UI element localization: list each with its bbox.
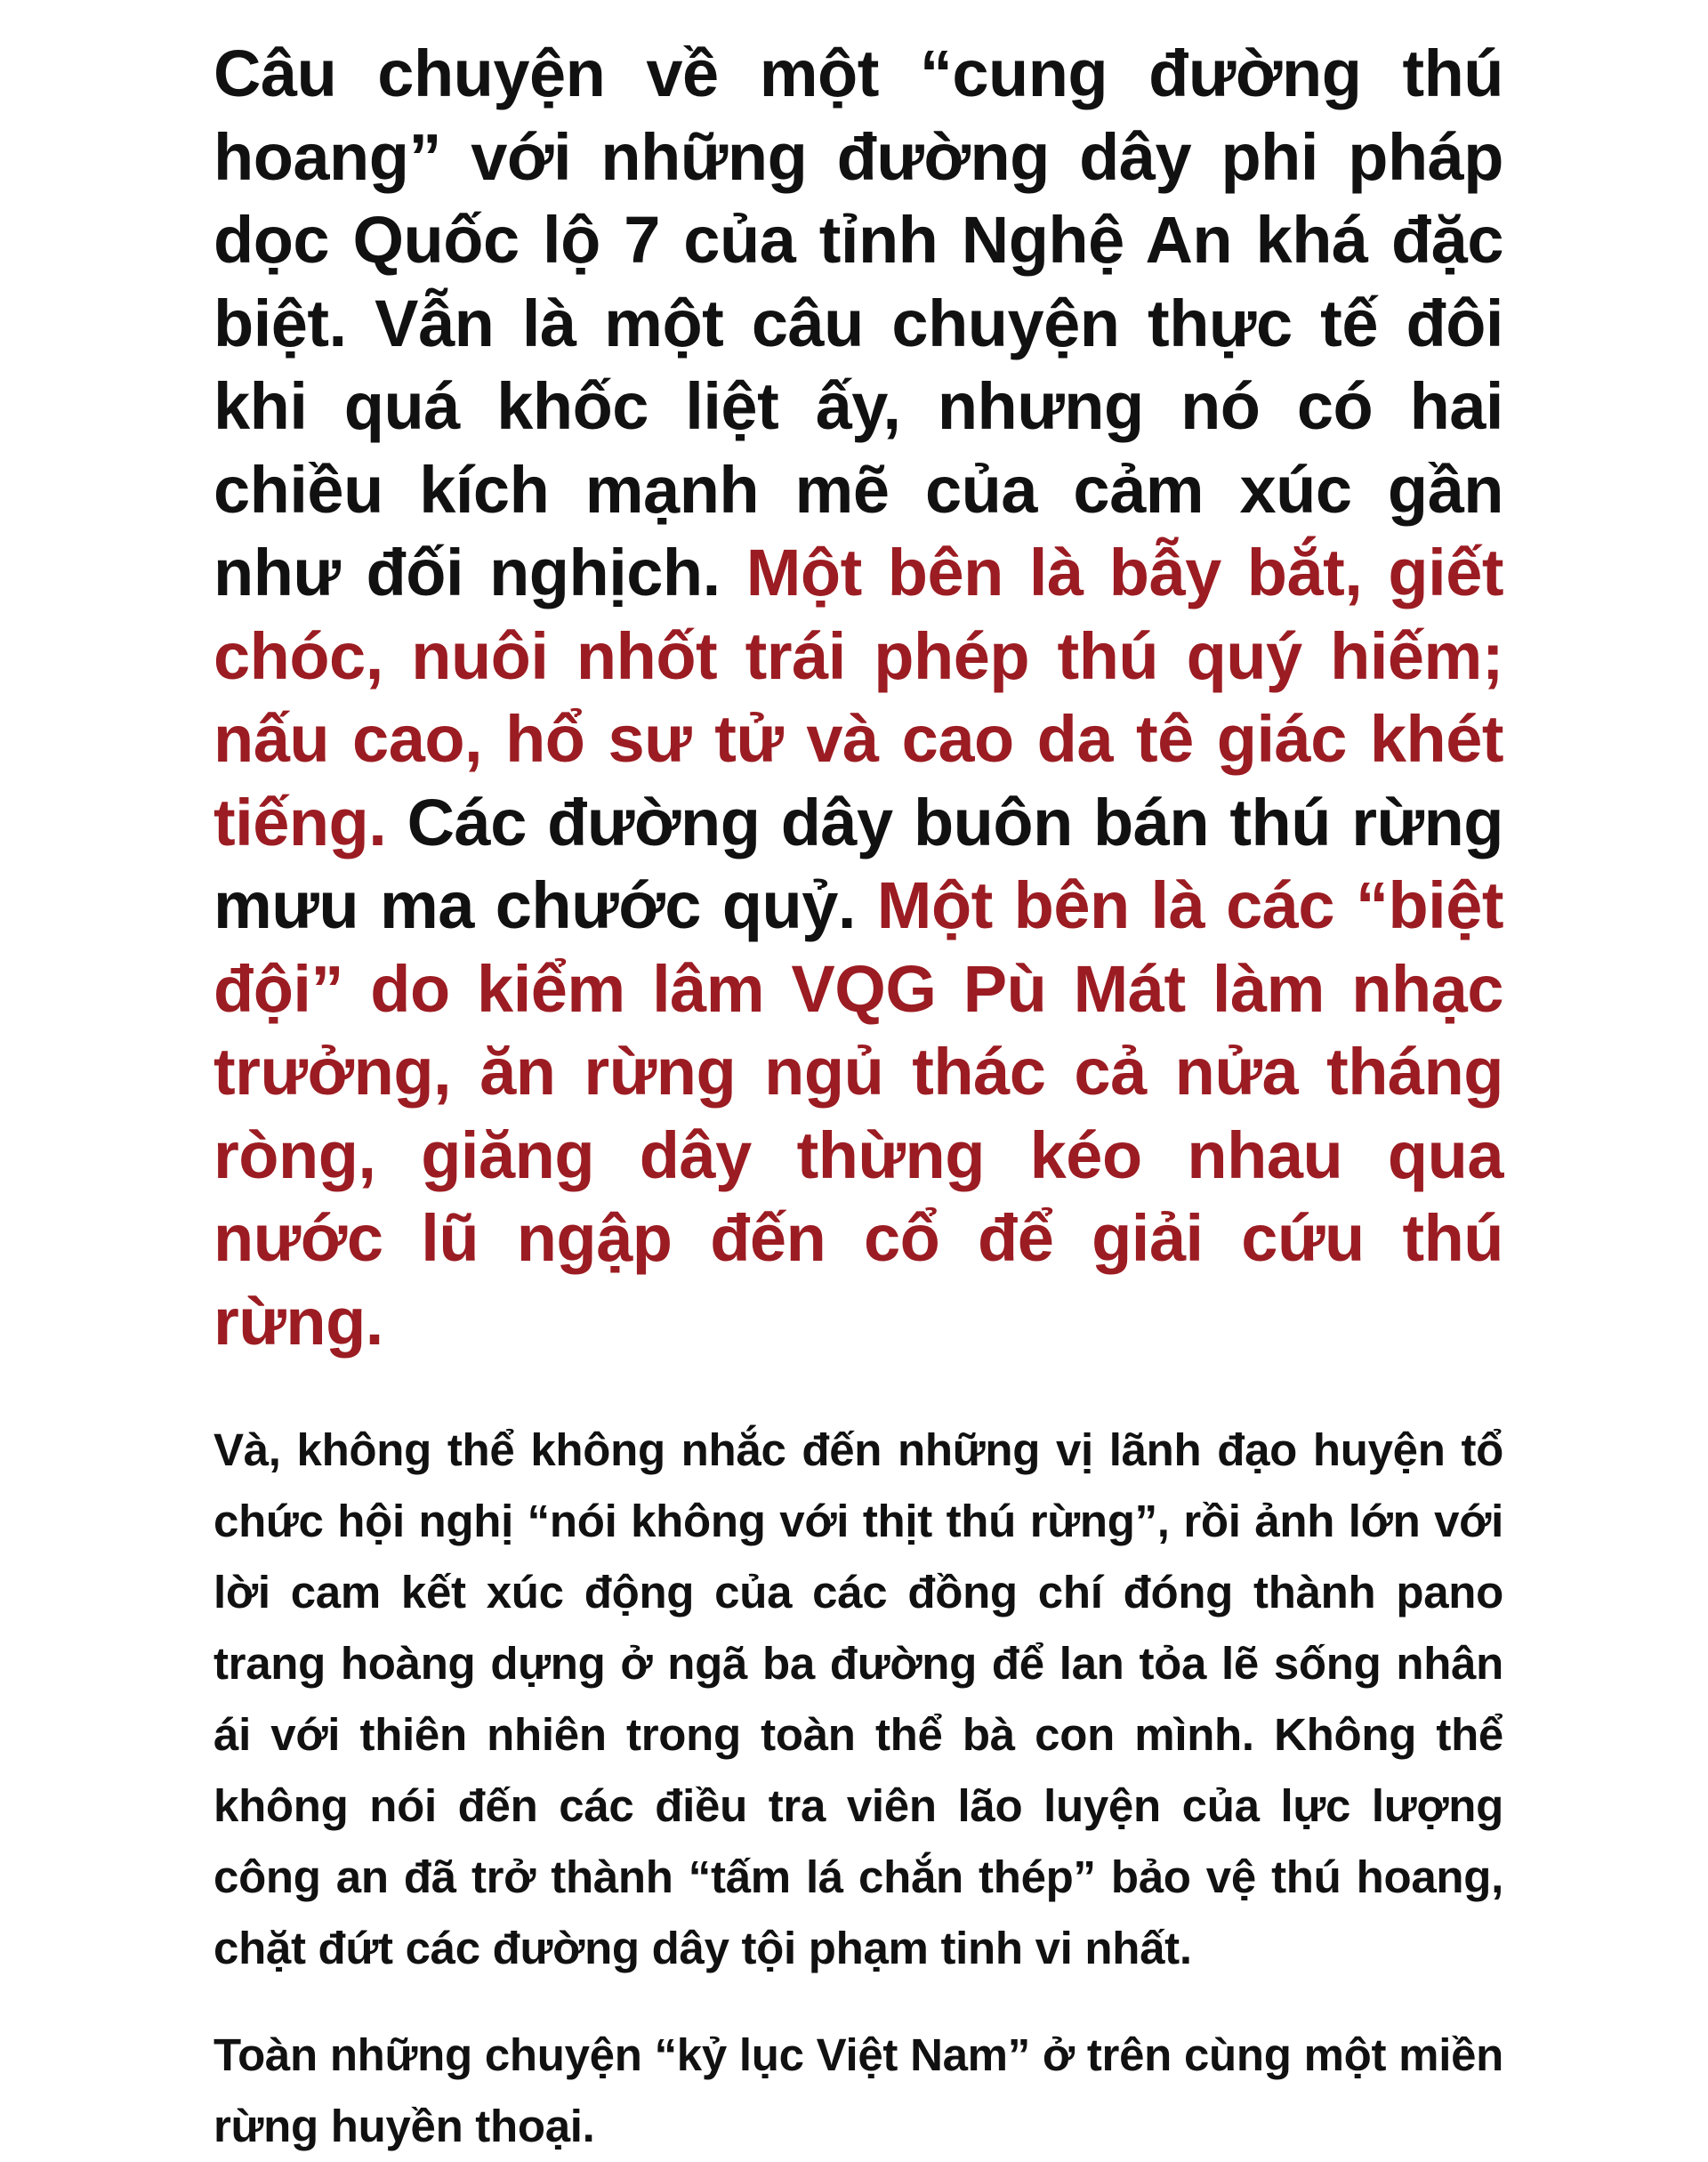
body-paragraph-leaders: Và, không thể không nhắc đến những vị lãnh đạo huyện tổ chức hội nghị “nói không với thịt thú rừng”, rồi ảnh lớn với lời cam kết xúc động của các đồng chí đóng thành pano trang hoàng dựng ở ngã ba đường để lan tỏa lẽ sống nhân ái với thiên nhiên trong toàn thể bà con mình. Không thể không nói đến các điều tra viên lão luyện của lực lượng công an đã trở thành “tấm lá chắn thép” bảo vệ thú hoang, chặt đứt các đường dây tội phạm tinh vi nhất.	[214, 1424, 1503, 1973]
article-body	[214, 32, 1503, 2162]
lead-trafficking-text: Các đường dây buôn bán thú rừng mưu ma chước quỷ.	[214, 785, 1503, 942]
lead-highlight-hunting: Một bên là bẫy bắt, giết chóc, nuôi nhốt trái phép thú quý hiếm; nấu cao, hổ sư tử và cao da tê giác khét tiếng.	[214, 536, 1503, 859]
body-paragraph-closing: Toàn những chuyện “kỷ lục Việt Nam” ở trên cùng một miền rừng huyền thoại.	[214, 2029, 1503, 2151]
lead-paragraph	[214, 32, 1503, 1363]
lead-intro-text: Câu chuyện về một “cung đường thú hoang” với những đường dây phi pháp dọc Quốc lộ 7 của tỉnh Nghệ An khá đặc biệt. Vẫn là một câu chuyện thực tế đôi khi quá khốc liệt ấy, nhưng nó có hai chiều kích mạnh mẽ của cảm xúc gần như đối nghịch.	[214, 36, 1503, 609]
lead-highlight-rangers: Một bên là các “biệt đội” do kiểm lâm VQG Pù Mát làm nhạc trưởng, ăn rừng ngủ thác cả nửa tháng ròng, giăng dây thừng kéo nhau qua nước lũ ngập đến cổ để giải cứu thú rừng.	[214, 868, 1504, 1359]
